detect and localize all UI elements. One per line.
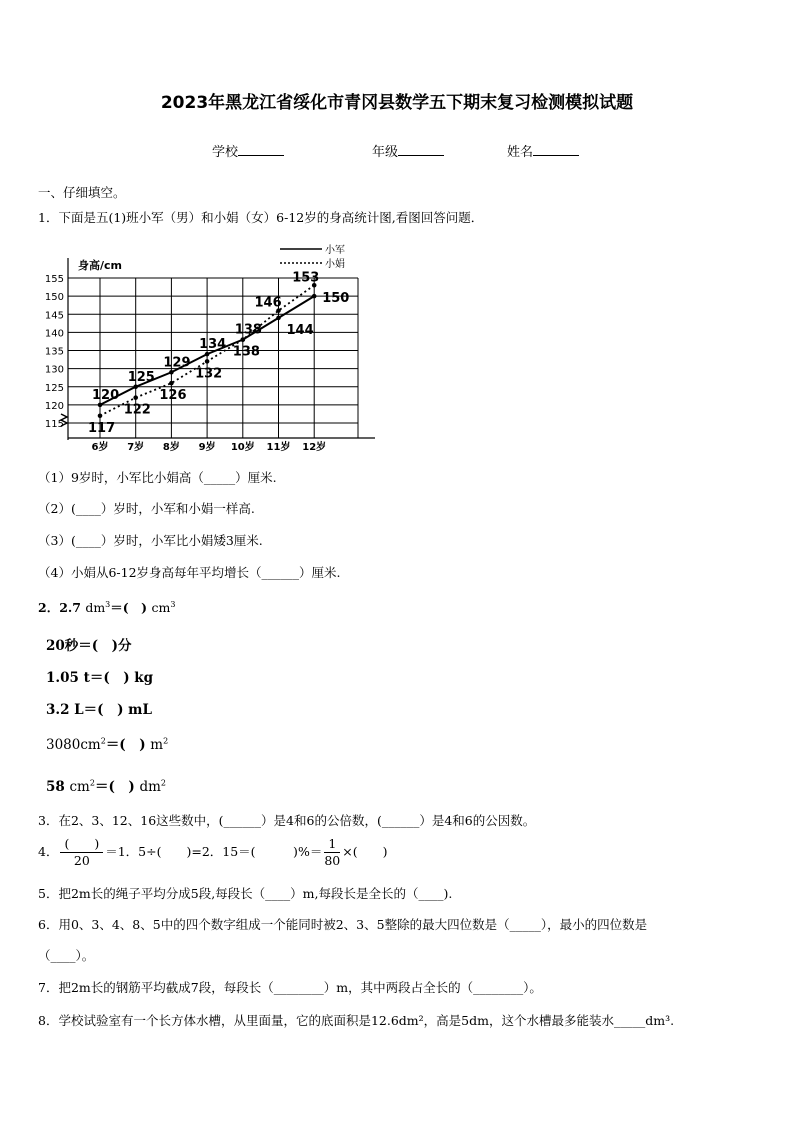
data-label: 150 (322, 291, 350, 307)
legend-label: 小娟 (325, 259, 345, 270)
x-tick-label: 9岁 (198, 442, 216, 453)
question-7: 7．把2m长的钢筋平均截成7段，每段长（________）m，其中两段占全长的（________）。 (38, 980, 542, 995)
data-point (205, 352, 210, 357)
data-point (133, 395, 138, 400)
question-8: 8．学校试验室有一个长方体水槽，从里面量，它的底面积是12.6dm²，高是5dm，这个水槽最多能装水_____dm³. (38, 1013, 675, 1028)
q4-suffix: ×( ) (342, 844, 388, 859)
q4-fraction-2-denominator: 80 (324, 853, 341, 868)
data-label: 117 (88, 420, 116, 436)
height-line-chart (30, 238, 375, 460)
question-1-stem: 1．下面是五(1)班小军（男）和小娟（女）6-12岁的身高统计图,看图回答问题． (38, 210, 484, 225)
data-point (98, 413, 103, 418)
question-1-sub-1: （1）9岁时，小军比小娟高（_____）厘米. (38, 470, 277, 485)
question-1-sub-4: （4）小娟从6-12岁身高每年平均增长（______）厘米. (38, 565, 341, 580)
question-2-line-6 (46, 775, 166, 795)
question-2-line-4: 3.2 L＝( ) mL (46, 702, 152, 718)
question-6-line-1: 6．用0、3、4、8、5中的四个数字组成一个能同时被2、3、5整除的最大四位数是（_____），最小的四位数是 (38, 917, 648, 932)
x-tick-label: 6岁 (91, 442, 109, 453)
q2-line6-value: 58 (46, 779, 65, 795)
name-blank[interactable] (533, 143, 579, 156)
section-heading: 一、仔细填空。 (38, 185, 126, 200)
y-tick-labels (45, 274, 64, 430)
grade-field (372, 141, 444, 160)
data-label: 144 (286, 322, 314, 338)
q4-fraction-1-numerator[interactable]: ( ) (60, 836, 103, 853)
q4-fraction-1 (60, 836, 103, 869)
q2-line6-unit-dm2: $dm^2$ (139, 778, 166, 795)
x-tick-label: 10岁 (230, 442, 255, 453)
x-tick-label: 11岁 (266, 442, 291, 453)
data-point (98, 403, 103, 408)
data-label: 132 (195, 366, 223, 382)
data-point (133, 384, 138, 389)
school-label: 学校 (212, 145, 239, 160)
data-label: 126 (159, 388, 187, 404)
data-label: 120 (92, 387, 120, 403)
q2-unit-cm3: $cm^3$ (151, 599, 176, 615)
question-3: 3．在2、3、12、16这些数中，(______）是4和6的公倍数，(______）是4和6的公因数。 (38, 813, 536, 828)
data-point (241, 337, 246, 342)
y-tick-label: 150 (44, 292, 64, 304)
question-6-line-2: （____）。 (38, 948, 95, 963)
question-2-line-3: 1.05 t＝( ) kg (46, 670, 154, 686)
data-point (205, 359, 210, 364)
y-tick-label: 120 (44, 400, 64, 412)
data-label: 122 (123, 402, 151, 418)
q4-middle: ＝1．5÷( )=2．15＝( )%＝ (105, 844, 323, 859)
q2-line6-unit-cm2: $cm^2$ (69, 778, 95, 795)
data-point (312, 294, 317, 299)
y-tick-label: 115 (44, 419, 64, 430)
q2-unit-dm3: $dm^3$ (85, 599, 111, 615)
name-label: 姓名 (507, 145, 534, 160)
q2-blank[interactable]: ＝( ) (110, 600, 148, 615)
y-tick-label: 155 (44, 274, 64, 285)
grade-label: 年级 (372, 145, 399, 160)
question-2-line-5 (46, 733, 168, 753)
q4-fraction-1-denominator: 20 (73, 853, 90, 868)
x-tick-label: 12岁 (302, 442, 327, 453)
data-point (169, 381, 174, 386)
y-tick-label: 140 (44, 328, 64, 340)
y-tick-label: 135 (44, 346, 64, 358)
x-tick-labels (92, 440, 327, 453)
data-label: 138 (232, 344, 260, 360)
data-labels (88, 270, 349, 436)
page-title: 2023年黑龙江省绥化市青冈县数学五下期末复习检测模拟试题 (160, 93, 634, 113)
data-label: 153 (292, 270, 320, 286)
q2-value: 2．2.7 (38, 600, 81, 615)
question-2-line-2: 20秒＝( )分 (46, 638, 132, 654)
chart-legend (280, 243, 345, 270)
y-tick-label: 130 (44, 364, 64, 376)
question-2-line-1 (38, 598, 175, 616)
data-point (169, 370, 174, 375)
school-field (212, 141, 284, 160)
question-1-sub-2: （2）(____）岁时，小军和小娟一样高. (38, 501, 255, 516)
data-label: 125 (127, 369, 155, 385)
grade-blank[interactable] (398, 143, 444, 156)
x-tick-label: 8岁 (162, 442, 180, 453)
data-label: 146 (254, 295, 282, 311)
question-5: 5．把2m长的绳子平均分成5段,每段长（____）m,每段长是全长的（____). (38, 886, 453, 901)
data-label: 129 (163, 355, 191, 371)
q2-line5-unit: $m^2$ (150, 736, 169, 753)
y-axis-label: 身高/cm (78, 259, 122, 272)
q2-line5-value: $3080cm^2$ (46, 736, 106, 753)
q2-line5-blank[interactable]: ＝( ) (105, 737, 146, 753)
chart-grid (68, 278, 358, 438)
school-blank[interactable] (238, 143, 284, 156)
data-label: 138 (234, 322, 262, 338)
x-tick-label: 7岁 (127, 442, 145, 453)
q4-fraction-2 (324, 836, 340, 869)
name-field (507, 141, 579, 160)
legend-label: 小军 (325, 245, 345, 256)
question-1-sub-3: （3）(____）岁时，小军比小娟矮3厘米. (38, 533, 263, 548)
q4-number: 4． (38, 844, 59, 859)
y-tick-label: 125 (44, 382, 64, 394)
question-4 (38, 836, 388, 869)
data-label: 134 (199, 337, 227, 353)
data-point (276, 316, 281, 321)
q2-line6-blank[interactable]: ＝( ) (94, 779, 135, 795)
y-tick-label: 145 (44, 310, 64, 322)
q4-fraction-2-numerator: 1 (324, 836, 340, 853)
